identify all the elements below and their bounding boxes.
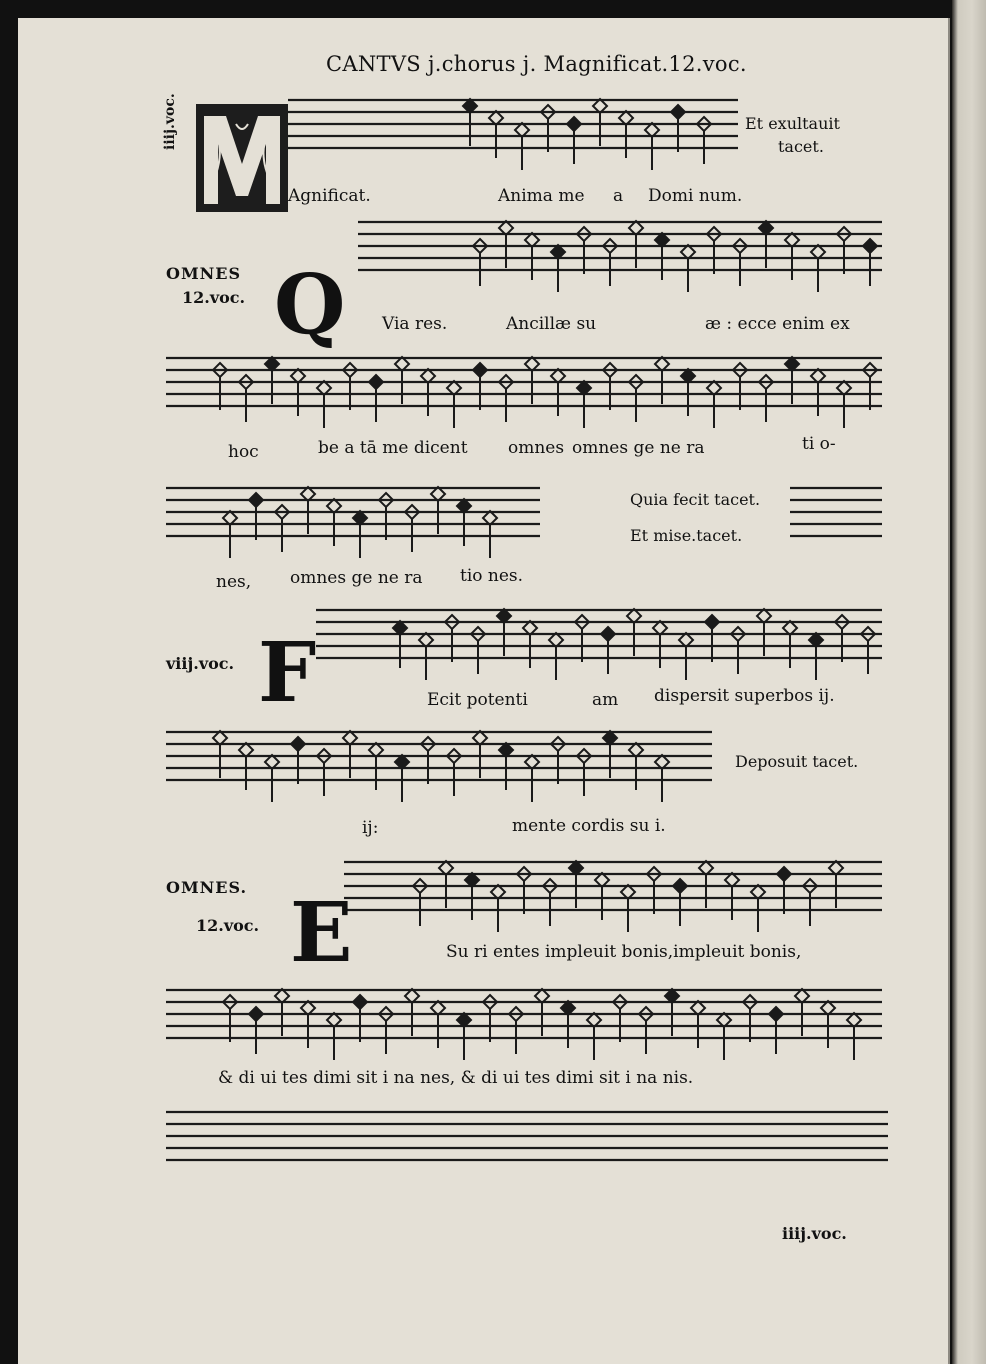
- lyric-3d: omnes ge ne ra: [572, 438, 705, 458]
- note-head: [473, 363, 487, 377]
- note-head: [353, 995, 367, 1009]
- note-head: [369, 375, 383, 389]
- lyric-2c: æ : ecce enim ex: [705, 314, 850, 334]
- voice-label-viij: viij.voc.: [166, 654, 235, 673]
- note-head: [673, 879, 687, 893]
- lyric-8: & di ui tes dimi sit i na nes, & di ui tes dimi sit i na nis.: [218, 1068, 694, 1088]
- lyric-7: Su ri entes impleuit bonis,impleuit bonis,: [446, 942, 802, 962]
- lyric-2a: Via res.: [382, 314, 448, 334]
- lyric-3a: hoc: [228, 442, 259, 462]
- lyric-4a: nes,: [216, 572, 252, 592]
- lyric-3e: ti o-: [802, 434, 836, 454]
- page-footer-custos: iiij.voc.: [782, 1224, 847, 1243]
- lyric-5a: Ecit potenti: [427, 690, 528, 710]
- page-header: CANTVS j.chorus j. Magnificat.12.voc.: [326, 52, 747, 76]
- lyric-1c: a: [613, 186, 624, 206]
- lyric-4b: omnes ge ne ra: [290, 568, 423, 588]
- note-head: [863, 239, 877, 253]
- note-head: [705, 615, 719, 629]
- lyric-1a: Agnificat.: [288, 186, 371, 206]
- voice-label-12voc-2: 12.voc.: [196, 916, 260, 935]
- lyric-6b: mente cordis su i.: [512, 816, 666, 836]
- lyric-3b: be a tā me dicent: [318, 438, 468, 458]
- side-text-2b: Et mise.tacet.: [630, 526, 743, 545]
- voice-label-omnes-2: OMNES.: [166, 878, 248, 897]
- side-text-1a: Et exultauit: [745, 114, 840, 133]
- note-head: [777, 867, 791, 881]
- lyric-2b: Ancillæ su: [506, 314, 597, 334]
- side-text-2a: Quia fecit tacet.: [630, 490, 761, 509]
- note-head: [567, 117, 581, 131]
- lyric-4c: tio nes.: [460, 566, 524, 586]
- note-head: [291, 737, 305, 751]
- initial-e: E: [290, 885, 353, 981]
- voice-label-vertical: iiij.voc.: [162, 93, 178, 150]
- note-head: [769, 1007, 783, 1021]
- lyric-1d: Domi num.: [648, 186, 743, 206]
- lyric-3c: omnes: [508, 438, 565, 458]
- lyric-5b: am: [592, 690, 619, 710]
- lyric-6a: ij:: [362, 818, 379, 838]
- side-text-1b: tacet.: [778, 137, 824, 156]
- initial-q: Q: [274, 257, 346, 353]
- side-text-3: Deposuit tacet.: [735, 752, 859, 771]
- note-head: [601, 627, 615, 641]
- voice-label-omnes: OMNES: [166, 264, 242, 283]
- voice-label-12voc: 12.voc.: [182, 288, 246, 307]
- note-head: [671, 105, 685, 119]
- note-head: [249, 1007, 263, 1021]
- initial-f: F: [258, 625, 317, 721]
- note-head: [249, 493, 263, 507]
- lyric-1b: Anima me: [498, 186, 585, 206]
- lyric-5c: dispersit superbos ij.: [654, 686, 835, 706]
- decorated-initial-m: [196, 104, 288, 212]
